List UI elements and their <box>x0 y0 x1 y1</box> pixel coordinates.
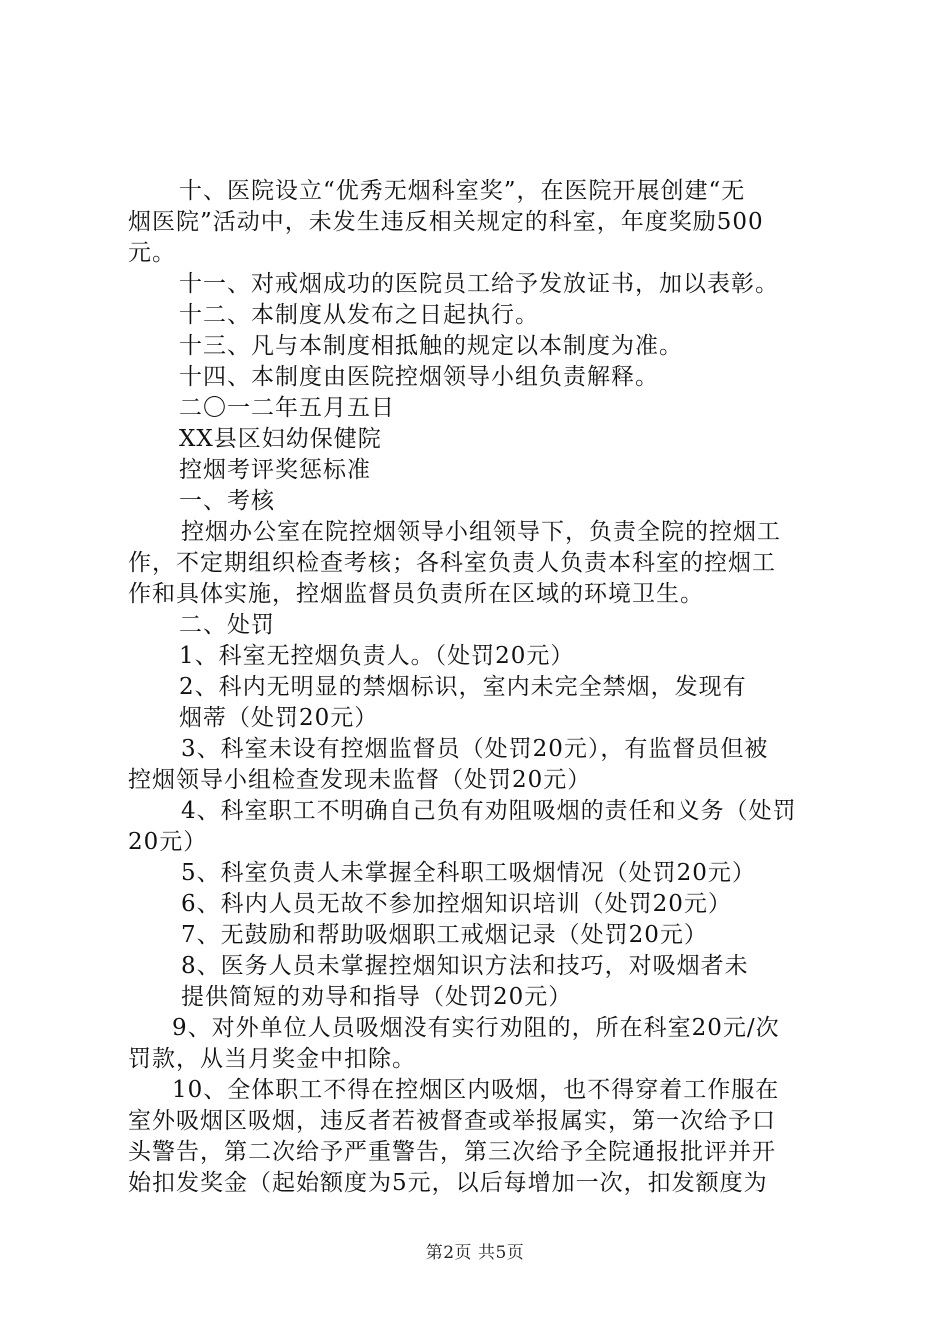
document-line: 作和具体实施，控烟监督员负责所在区域的环境卫生。 <box>128 581 704 607</box>
document-line: XX县区妇幼保健院 <box>179 426 382 452</box>
document-line: 9、对外单位人员吸烟没有实行劝阻的，所在科室20元/次 <box>172 1015 780 1041</box>
document-line: 十三、凡与本制度相抵触的规定以本制度为准。 <box>179 333 683 359</box>
document-line: 始扣发奖金（起始额度为5元，以后每增加一次，扣发额度为 <box>128 1170 768 1196</box>
page-number-footer: 第2页 共5页 <box>425 1243 525 1263</box>
document-line: 控烟办公室在院控烟领导小组领导下，负责全院的控烟工 <box>181 519 781 545</box>
document-line: 1、科室无控烟负责人。（处罚20元） <box>179 643 575 669</box>
document-line: 烟蒂（处罚20元） <box>179 705 379 731</box>
document-line: 罚款，从当月奖金中扣除。 <box>128 1046 416 1072</box>
document-line: 4、科室职工不明确自己负有劝阻吸烟的责任和义务（处罚 <box>181 798 797 824</box>
document-body <box>128 176 833 1199</box>
document-line: 十、医院设立“优秀无烟科室奖”，在医院开展创建“无 <box>179 178 746 204</box>
document-line: 控烟领导小组检查发现未监督（处罚20元） <box>128 767 592 793</box>
document-line: 20元） <box>128 829 208 855</box>
document-line: 一、考核 <box>179 488 275 514</box>
document-line: 7、无鼓励和帮助吸烟职工戒烟记录（处罚20元） <box>181 922 708 948</box>
document-line: 提供简短的劝导和指导（处罚20元） <box>181 984 573 1010</box>
document-line: 作，不定期组织检查考核；各科室负责人负责本科室的控烟工 <box>128 550 776 576</box>
document-line: 6、科内人员无故不参加控烟知识培训（处罚20元） <box>181 891 732 917</box>
document-line: 10、全体职工不得在控烟区内吸烟，也不得穿着工作服在 <box>172 1077 780 1103</box>
document-line: 3、科室未设有控烟监督员（处罚20元），有监督员但被 <box>181 736 769 762</box>
document-line: 十四、本制度由医院控烟领导小组负责解释。 <box>179 364 659 390</box>
document-line: 5、科室负责人未掌握全科职工吸烟情况（处罚20元） <box>181 860 756 886</box>
document-line: 元。 <box>128 240 176 266</box>
document-line: 控烟考评奖惩标准 <box>179 457 371 483</box>
document-line: 十一、对戒烟成功的医院员工给予发放证书，加以表彰。 <box>179 271 779 297</box>
document-line: 二〇一二年五月五日 <box>179 395 395 421</box>
document-line: 室外吸烟区吸烟，违反者若被督查或举报属实，第一次给予口 <box>128 1108 776 1134</box>
document-line: 头警告，第二次给予严重警告，第三次给予全院通报批评并开 <box>128 1139 776 1165</box>
document-line: 烟医院”活动中，未发生违反相关规定的科室，年度奖励500 <box>128 209 764 235</box>
document-line: 8、医务人员未掌握控烟知识方法和技巧，对吸烟者未 <box>181 953 749 979</box>
document-line: 二、处罚 <box>179 612 275 638</box>
document-line: 2、科内无明显的禁烟标识，室内未完全禁烟，发现有 <box>179 674 747 700</box>
document-line: 十二、本制度从发布之日起执行。 <box>179 302 539 328</box>
